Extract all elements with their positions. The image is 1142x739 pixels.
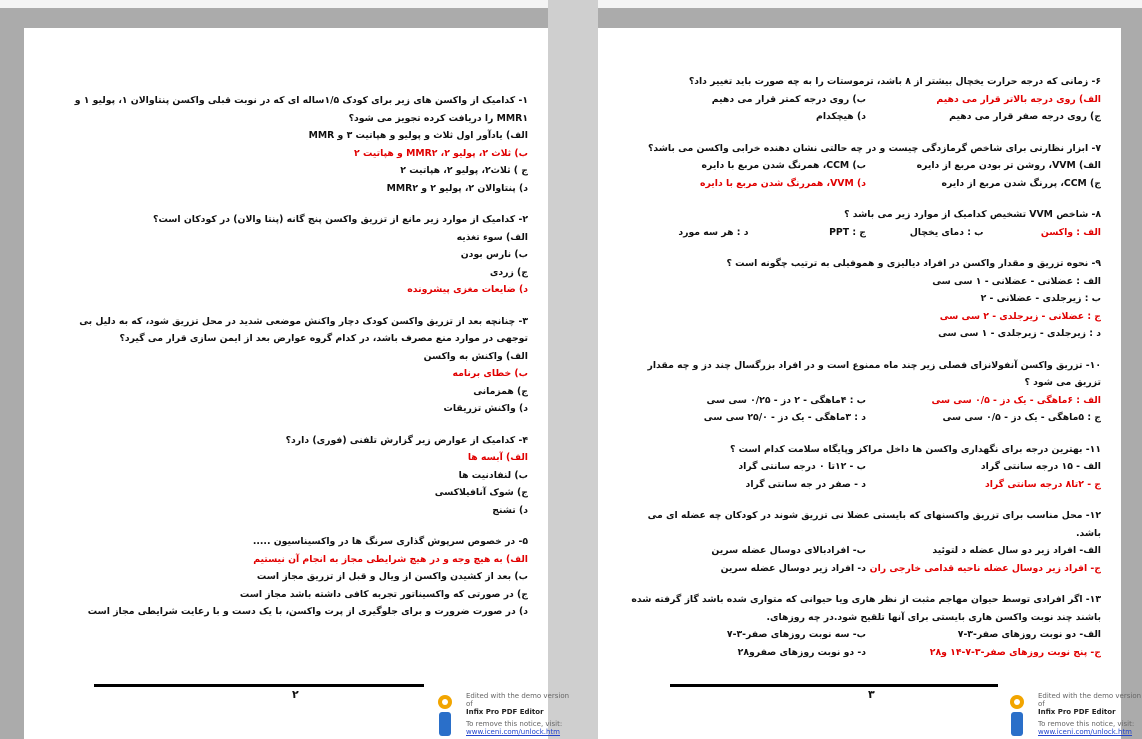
answer-option-correct: الف) روی درجه بالاتر قرار می دهیم [936, 93, 1101, 105]
answer-option: ب) روی درجه کمتر قرار می دهیم [711, 93, 866, 105]
answer-option-correct: الف : واکسن [1040, 226, 1101, 238]
answer-row [631, 644, 1101, 662]
watermark-line3: To remove this notice, visit: [466, 720, 563, 728]
infix-logo-icon [1002, 694, 1032, 738]
left-page-questions [68, 92, 528, 635]
question-stem: ۸- شاخص VVM تشخیص کدامیک از موارد زیر می باشد ؟ [844, 209, 1101, 220]
question-block [631, 73, 1101, 126]
answer-option: ب) CCM، همرنگ شدن مربع با دایره [701, 160, 866, 171]
answer-option: الف- دو نوبت روزهای صفر-۳-۷ [957, 629, 1101, 640]
question-stem: ۲- کدامیک از موارد زیر مانع از تزریق واکسن پنج گانه (پنتا والان) در کودکان است؟ [153, 214, 528, 225]
answer-option: ب) نارس بودن [460, 249, 528, 260]
question-stem: ۳- چنانچه بعد از تزریق واکسن کودک دچار واکنش موضعی شدید در محل تزریق شود، که به دلیل بی توجهی در موارد منع مصرف باشد، در کدام گروه عوارض بعد از ایمن سازی قرار می گیرد؟ [79, 315, 528, 344]
question-stem: ۱۰- تزریق واکسن آنفولانزای فصلی زیر چند ماه ممنوع است و در افراد بزرگسال چند دز و چه مقدار تزریق می شود ؟ [647, 359, 1101, 388]
page-gap [548, 0, 598, 739]
watermark-line3: To remove this notice, visit: [1038, 720, 1135, 728]
page-2 [24, 28, 548, 739]
answer-option-correct: ج- افراد زیر دوسال عضله ناحیه قدامی خارجی ران [869, 562, 1101, 574]
answer-option: الف) سوء تغذیه [456, 231, 528, 243]
answer-option-correct: د) VVM، همررنگ شدن مربع با دایره [700, 177, 866, 189]
answer-option: د- افراد زیر دوسال عضله سرین [720, 562, 866, 574]
question-block [631, 255, 1101, 343]
answer-option: الف : عضلانی - عضلانی - ۱ سی سی [932, 275, 1101, 287]
answer-option: د : ۳ماهگی - یک دز - ۲۵/۰ سی سی [703, 412, 866, 423]
question-block [68, 92, 528, 197]
answer-option: ج) CCM، پررنگ شدن مربع از دایره [941, 177, 1101, 189]
answer-option-correct: ج- پنج نوبت روزهای صفر-۳-۷-۱۴ و۲۸ [929, 646, 1101, 658]
question-block [631, 357, 1101, 427]
answer-option: د) پنتاوالان ۲، پولیو ۲ و MMR۲ [386, 182, 528, 194]
watermark-line2: Infix Pro PDF Editor [466, 708, 544, 716]
answer-row [631, 458, 1101, 476]
answer-row [631, 626, 1101, 644]
answer-option-correct: الف : ۶ماهگی - یک دز - ۰/۵ سی سی [931, 394, 1101, 406]
question-stem: ۴- کدامیک از عوارض زیر گزارش تلفنی (فوری) دارد؟ [285, 434, 528, 446]
answer-option: ج) زردی [489, 266, 528, 278]
answer-option: ج) شوک آنافیلاکسی [434, 487, 528, 498]
watermark-line1: Edited with the demo version of [466, 692, 570, 708]
answer-option: د) هیچکدام [816, 111, 866, 122]
page-number: ۲ [292, 688, 299, 701]
footer-rule [94, 684, 424, 687]
question-stem: ۷- ابزار نظارتی برای شاخص گرمازدگی چیست و در چه حالتی نشان دهنده خرابی واکسن می باشد؟ [648, 142, 1101, 154]
question-stem: ۶- زمانی که درجه حرارت یخچال بیشتر از ۸ باشد، ترموستات را به چه صورت باید تغییر داد؟ [688, 76, 1101, 87]
watermark-link[interactable]: www.iceni.com/unlock.htm [1038, 728, 1133, 736]
answer-option: الف - ۱۵ درجه سانتی گراد [980, 461, 1101, 472]
answer-option: ب - ۱۲تا ۰ درجه سانتی گراد [738, 461, 866, 472]
answer-option: الف- افراد زیر دو سال عضله د لتوئید [932, 545, 1101, 556]
page-number: ۳ [868, 688, 875, 701]
answer-option: الف) واکنش به واکسن [423, 350, 528, 362]
answer-option-correct: ب) ثلاث ۲، پولیو ۲، MMR۲ و هپاتیت ۲ [354, 147, 528, 159]
answer-row [631, 542, 1101, 560]
answer-row [631, 392, 1101, 410]
answer-row [631, 560, 1101, 578]
answer-option: الف) یادآور اول ثلاث و پولیو و هپاتیت ۳ و MMR [308, 130, 528, 141]
footer-rule [670, 684, 998, 687]
answer-option-correct: الف) آبسه ها [467, 452, 528, 463]
answer-option: د) تشنج [492, 504, 528, 516]
question-block [631, 140, 1101, 193]
watermark-link[interactable]: www.iceni.com/unlock.htm [466, 728, 561, 736]
answer-option: ج : PPT [829, 226, 866, 238]
answer-option: د : زیرجلدی - زیرجلدی - ۱ سی سی [938, 328, 1101, 339]
answer-row [631, 91, 1101, 109]
question-block [68, 313, 528, 418]
answer-option: ب : ۴ماهگی - ۲ دز - ۰/۲۵ سی سی [706, 394, 866, 406]
answer-option: د - صفر در جه سانتی گراد [745, 478, 866, 490]
question-stem: ۱۱- بهترین درجه برای نگهداری واکسن ها داخل مراکز وپایگاه سلامت کدام است ؟ [729, 443, 1101, 455]
answer-option: ج) همزمانی [473, 385, 528, 397]
infix-logo-icon [430, 694, 460, 738]
answer-option: ب : زیرجلدی - عضلانی - ۲ [980, 293, 1101, 304]
answer-option-correct: د) ضایعات مغزی پیشرونده [407, 284, 528, 295]
question-block [631, 507, 1101, 577]
question-block [68, 533, 528, 621]
answer-row [631, 157, 1101, 175]
answer-option: د) در صورت ضرورت و برای جلوگیری از پرت واکسن، با یک دست و با رعایت شرایطی مجاز است [87, 606, 528, 617]
question-block [631, 591, 1101, 661]
right-page-questions [631, 73, 1101, 675]
answer-option: د) واکنش تزریقات [443, 403, 528, 414]
answer-row [631, 175, 1101, 193]
answer-option: ب- افرادبالای دوسال عضله سرین [711, 545, 866, 556]
answer-option-correct: ج - ۲تا۸ درجه سانتی گراد [984, 478, 1101, 490]
answer-option: ب) بعد از کشیدن واکسن از ویال و قبل از تزریق مجاز است [256, 571, 528, 582]
answer-option: ب : دمای یخچال [909, 226, 984, 238]
answer-row [631, 409, 1101, 427]
page-3 [598, 28, 1121, 739]
question-block [68, 211, 528, 299]
question-block [68, 432, 528, 520]
question-stem: ۵- در خصوص سرپوش گذاری سرنگ ها در واکسیناسیون ..... [252, 536, 528, 547]
question-block [631, 206, 1101, 241]
answer-option: ج : ۵ماهگی - یک دز - ۰/۵ سی سی [942, 412, 1101, 423]
answer-option-correct: ب) خطای برنامه [452, 368, 528, 379]
question-stem: ۱- کدامیک از واکسن های زیر برای کودک ۱/۵ساله ای که در نوبت قبلی واکسن پنتاوالان ۱، پولیو ۱ و MMR۱ را دریافت کرده تجویز می شود؟ [74, 95, 528, 124]
answer-option: ج ) ثلاث۲، پولیو ۲، هپاتیت ۲ [400, 165, 528, 176]
answer-option: ج) روی درجه صفر قرار می دهیم [949, 111, 1101, 122]
question-stem: ۱۳- اگر افرادی توسط حیوان مهاجم مثبت از نظر هاری ویا حیوانی که متواری شده باشد گاز گرفته شده باشند چند نوبت واکسن هاری بایستی برای آنها تلقیح شود.در چه روزهای. [631, 594, 1101, 623]
answer-row [631, 108, 1101, 126]
demo-watermark [430, 690, 570, 739]
answer-option-correct: الف) به هیچ وجه و در هیچ شرایطی مجاز به انجام آن نیستیم [253, 553, 528, 565]
question-block [631, 441, 1101, 494]
answer-row [631, 476, 1101, 494]
watermark-line1: Edited with the demo version of [1038, 692, 1142, 708]
answer-option: ج) در صورتی که واکسیناتور تجربه کافی داشته باشد مجاز است [239, 588, 528, 600]
question-stem: ۱۲- محل مناسب برای تزریق واکسنهای که بایستی عضلا نی تزریق شوند در کودکان چه عضله ای می باشد. [647, 510, 1101, 539]
answer-row [631, 224, 1101, 242]
question-stem: ۹- نحوه تزریق و مقدار واکسن در افراد دیالیزی و هموفیلی به ترتیب چگونه است ؟ [726, 258, 1101, 269]
watermark-line2: Infix Pro PDF Editor [1038, 708, 1116, 716]
demo-watermark [1002, 690, 1142, 739]
answer-option: د- دو نوبت روزهای صفرو۲۸ [737, 646, 866, 658]
answer-option: ب) لنفادنیت ها [458, 469, 528, 481]
answer-option: د : هر سه مورد [678, 226, 749, 238]
answer-option: الف) VVM، روشن تر بودن مربع از دایره [916, 160, 1101, 171]
answer-option-correct: ج : عضلانی - زیرجلدی - ۲ سی سی [939, 310, 1101, 322]
answer-option: ب- سه نوبت روزهای صفر-۳-۷ [726, 629, 866, 640]
